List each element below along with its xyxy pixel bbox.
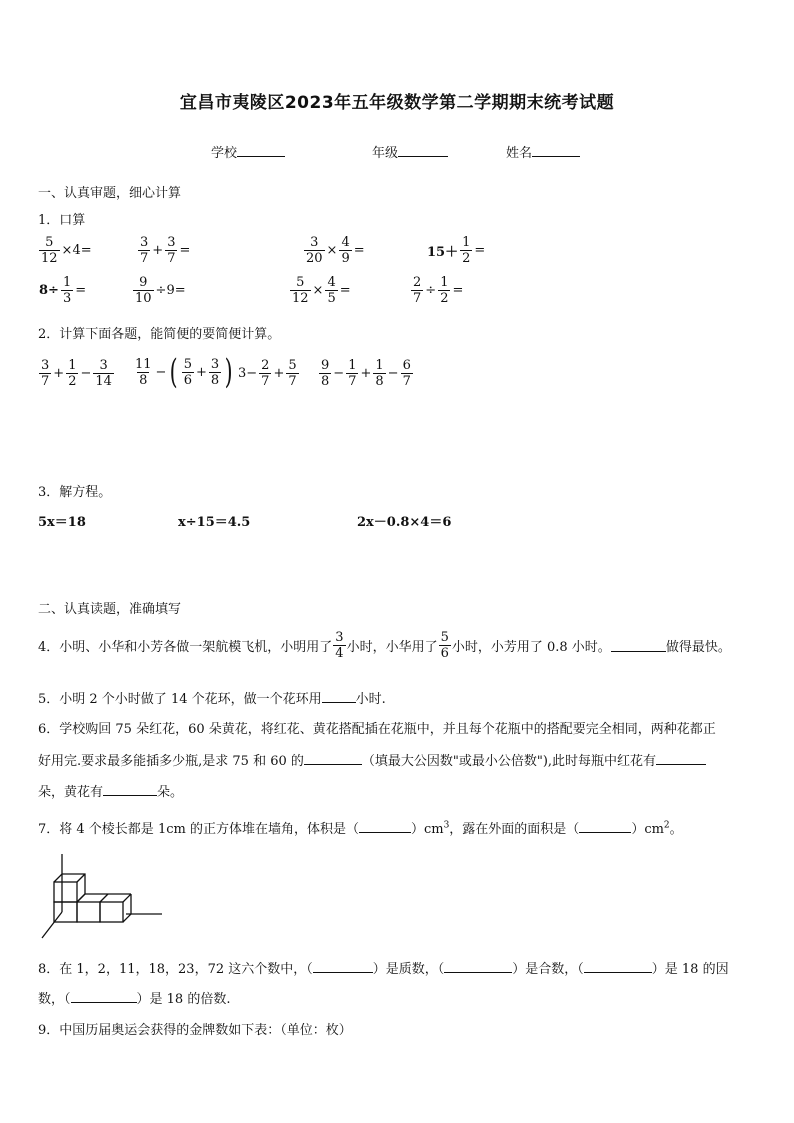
q1-item-3: $\frac{3}{20}$ × $\frac{4}{9}$ =: [306, 235, 365, 266]
q8-line-2: [38, 988, 230, 1007]
q7-square-sup: 2: [663, 820, 670, 831]
section-2-heading: 二、认真读题，准确填写: [38, 602, 182, 617]
q4-question: 4．小明、小华和小芳各做一架航模飞机，小明用了 $\frac{3}{4}$ 小时，小华用了 $\frac{5}{6}$ 小时，小芳用了 0.8 小时。 做得最快。: [38, 630, 731, 661]
q6-text-b: （填最大公因数"或最小公倍数"),此时每瓶中红花有: [361, 754, 657, 769]
q8-text-c: ）是合数，（: [512, 962, 584, 977]
q6-text-d: 朵。: [157, 785, 184, 800]
q3-equation-2: x÷15＝4.5: [178, 515, 251, 530]
section-1-heading: 一、认真审题，细心计算: [38, 186, 182, 201]
q6-blank-2[interactable]: [656, 752, 706, 765]
q7-volume-blank[interactable]: [359, 820, 411, 833]
q1-item-4: 15＋ $\frac{1}{2}$ =: [427, 235, 486, 266]
q6-line-3: [38, 781, 183, 800]
q7-text-d: ）cm: [631, 822, 664, 837]
q2-expr-4: $\frac{9}{8}$ − $\frac{1}{7}$ + $\frac{1}{8}$ − $\frac{6}{7}$: [321, 358, 411, 389]
q7-text-e: 。: [669, 822, 683, 837]
name-blank[interactable]: [532, 144, 580, 157]
q1-item-5: 8÷ $\frac{1}{3}$ =: [39, 275, 87, 306]
q1-item-8: $\frac{2}{7}$ ÷ $\frac{1}{2}$ =: [413, 275, 464, 306]
q8-text-d: ）是 18 的因: [651, 962, 729, 977]
q3-equation-3: 2x－0.8×4＝6: [357, 515, 452, 530]
q2-label: 2．计算下面各题，能简便的要简便计算。: [38, 327, 281, 342]
q8-prime-blank[interactable]: [313, 960, 373, 973]
q2-expr-1: $\frac{3}{7}$ + $\frac{1}{2}$ − $\frac{3}{14}$: [41, 358, 112, 389]
q6-text-a: 好用完.要求最多能插多少瓶,是求 75 和 60 的: [38, 754, 304, 769]
q2-expr-2: $\frac{11}{8}$ − ( $\frac{5}{6}$ + $\frac{3}{8}$ ): [135, 352, 233, 392]
q7-cube-sup: 3: [443, 820, 450, 831]
q8-line-1: [38, 958, 729, 977]
school-blank[interactable]: [237, 144, 285, 157]
school-field: [211, 142, 285, 161]
q5-answer-blank[interactable]: [322, 690, 356, 703]
q1-item-6: $\frac{9}{10}$ ÷9=: [135, 275, 186, 306]
q8-composite-blank[interactable]: [444, 960, 512, 973]
q9-label: 9．中国历届奥运会获得的金牌数如下表：（单位：枚）: [38, 1023, 352, 1038]
q8-text-b: ）是质数，（: [372, 962, 445, 977]
q1-item-7: $\frac{5}{12}$ × $\frac{4}{5}$ =: [292, 275, 351, 306]
q6-text-c: 朵，黄花有: [38, 785, 104, 800]
corner-cubes-figure: [36, 852, 166, 942]
q1-item-2: $\frac{3}{7}$ + $\frac{3}{7}$ =: [140, 235, 191, 266]
q4-text-d: 做得最快。: [665, 640, 731, 655]
page-title: 宜昌市夷陵区2023年五年级数学第二学期期末统考试题: [179, 93, 615, 113]
q2-expr-3: 3− $\frac{2}{7}$ + $\frac{5}{7}$: [238, 358, 297, 389]
q3-label: 3．解方程。: [38, 485, 112, 500]
name-field: [506, 142, 580, 161]
q7-text-a: 7．将 4 个棱长都是 1cm 的正方体堆在墙角，体积是（: [38, 822, 359, 837]
q4-text-c: 小时，小芳用了 0.8 小时。: [451, 640, 611, 655]
q7-text-b: ）cm: [410, 822, 444, 837]
q7-area-blank[interactable]: [579, 820, 631, 833]
q8-factor-blank[interactable]: [584, 960, 652, 973]
q6-blank-1[interactable]: [304, 752, 362, 765]
q5-question: [38, 688, 386, 707]
q1-label: 1．口算: [38, 213, 86, 228]
q3-equation-1: 5x＝18: [38, 515, 86, 530]
q6-line-2: [38, 750, 706, 769]
q6-line-1: 6．学校购回 75 朵红花，60 朵黄花，将红花、黄花搭配插在花瓶中，并且每个花瓶中的搭配要完全相同，两种花都正: [38, 722, 716, 737]
q7-question: [38, 818, 683, 837]
q7-text-c: ，露在外面的面积是（: [449, 822, 580, 837]
q4-text-a: 4．小明、小华和小芳各做一架航模飞机，小明用了: [38, 640, 333, 655]
q8-text-a: 8．在 1，2，11，18，23，72 这六个数中，（: [38, 962, 313, 977]
q8-text-f: ）是 18 的倍数.: [136, 992, 231, 1007]
grade-blank[interactable]: [398, 144, 448, 157]
name-label: 姓名: [506, 146, 533, 161]
q5-text-b: 小时.: [355, 692, 386, 707]
q8-multiple-blank[interactable]: [71, 990, 137, 1003]
q1-item-1: $\frac{5}{12}$ ×4=: [41, 235, 92, 266]
q5-text-a: 5．小明 2 个小时做了 14 个花环，做一个花环用: [38, 692, 322, 707]
q6-blank-3[interactable]: [103, 783, 157, 796]
q8-text-e: 数，（: [38, 992, 71, 1007]
q4-answer-blank[interactable]: [611, 639, 666, 652]
grade-label: 年级: [372, 146, 399, 161]
q4-text-b: 小时，小华用了: [346, 640, 438, 655]
grade-field: [372, 142, 448, 161]
school-label: 学校: [211, 146, 238, 161]
